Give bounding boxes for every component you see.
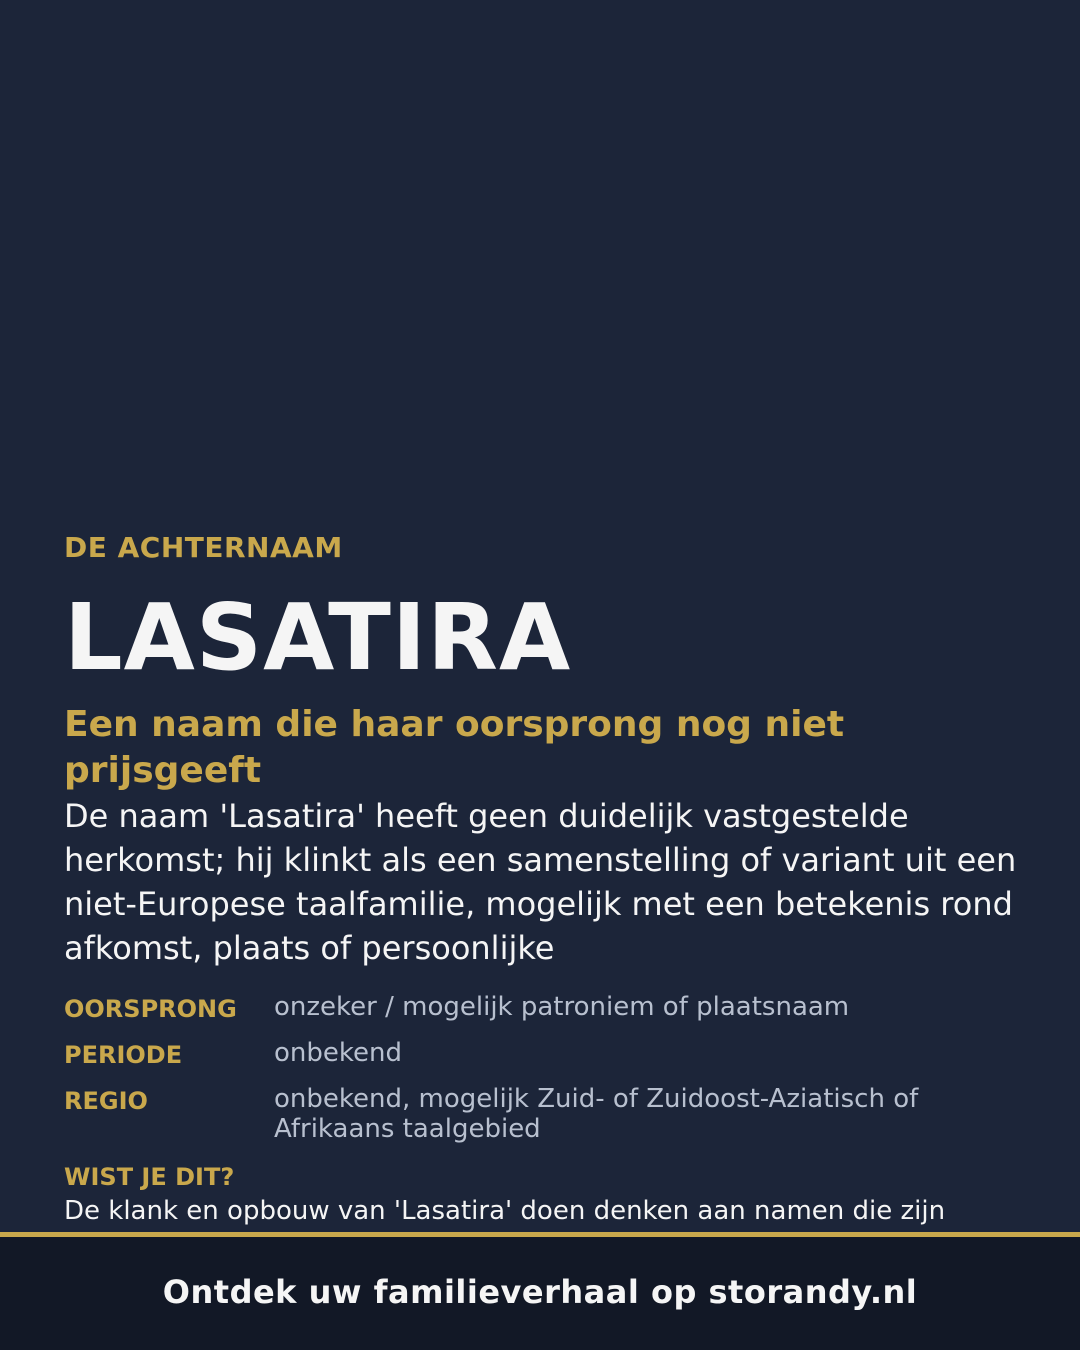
eyebrow-label: DE ACHTERNAAM <box>64 531 343 564</box>
tagline: Een naam die haar oorsprong nog niet prijsgeeft <box>64 704 845 791</box>
intro-text: De naam 'Lasatira' heeft geen duidelijk vastgestelde herkomst; hij klinkt als een samenstelling of variant uit een niet-Europese taalfamilie, mogelijk met een betekenis rond afkomst, plaats of persoonlijke <box>64 797 1017 967</box>
fact-value: onbekend, mogelijk Zuid- of Zuidoost-Aziatisch of Afrikaans taalgebied <box>274 1084 919 1144</box>
fact-label: REGIO <box>64 1087 148 1115</box>
facts-list <box>64 992 1024 1144</box>
did-you-know-text: De klank en opbouw van 'Lasatira' doen denken aan namen die zijn <box>64 1196 946 1226</box>
did-you-know-label: WIST JE DIT? <box>64 1163 235 1191</box>
surname-title: LASATIRA <box>64 584 572 691</box>
fact-row-region <box>64 1084 1024 1144</box>
surname-card-content <box>64 530 1024 1262</box>
fact-value: onbekend <box>274 1038 402 1068</box>
fact-row-period <box>64 1038 1024 1070</box>
fact-label: OORSPRONG <box>64 995 237 1023</box>
footer-bar <box>0 1232 1080 1350</box>
footer-cta[interactable]: Ontdek uw familieverhaal op storandy.nl <box>162 1272 918 1311</box>
fact-row-origin <box>64 992 1024 1024</box>
fact-label: PERIODE <box>64 1041 183 1069</box>
fact-value: onzeker / mogelijk patroniem of plaatsnaam <box>274 992 850 1022</box>
